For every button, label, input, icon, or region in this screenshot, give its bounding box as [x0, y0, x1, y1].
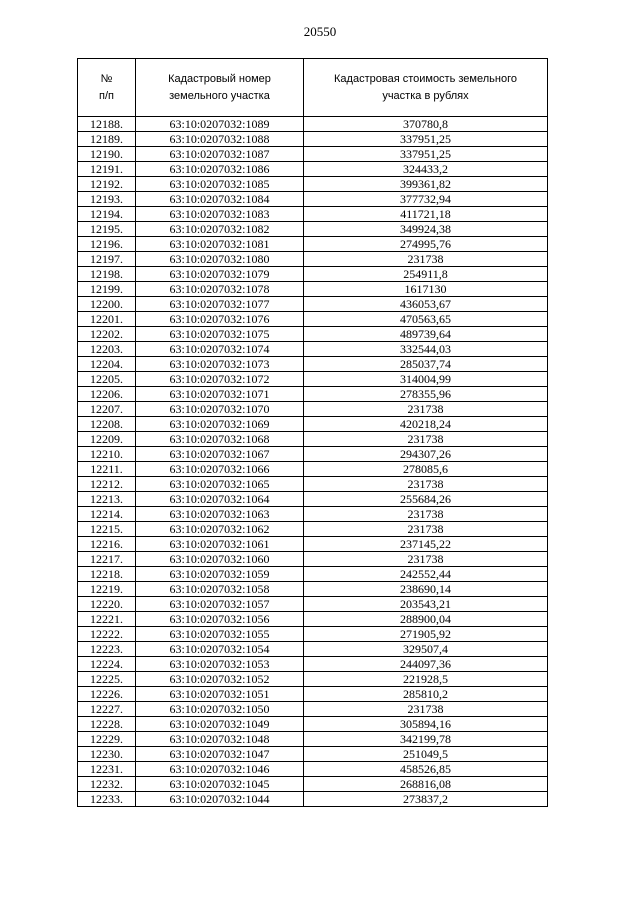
table-row [78, 447, 548, 462]
cadastral-value-cell: 285037,74 [304, 357, 548, 372]
table-row [78, 372, 548, 387]
table-row [78, 552, 548, 567]
row-number-cell: 12224. [78, 657, 136, 672]
cadastral-value-cell: 231738 [304, 702, 548, 717]
cadastral-value-cell: 332544,03 [304, 342, 548, 357]
cadastral-number-cell: 63:10:0207032:1055 [136, 627, 304, 642]
row-number-cell: 12227. [78, 702, 136, 717]
cadastral-number-cell: 63:10:0207032:1074 [136, 342, 304, 357]
table-row [78, 327, 548, 342]
cadastral-value-cell: 231738 [304, 252, 548, 267]
cadastral-number-cell: 63:10:0207032:1048 [136, 732, 304, 747]
cadastral-value-cell: 244097,36 [304, 657, 548, 672]
cadastral-value-cell: 458526,85 [304, 762, 548, 777]
header-cadastral-number-line-2: земельного участка [169, 89, 270, 102]
row-number-cell: 12207. [78, 402, 136, 417]
table-row [78, 462, 548, 477]
cadastral-number-cell: 63:10:0207032:1070 [136, 402, 304, 417]
cadastral-value-cell: 288900,04 [304, 612, 548, 627]
cadastral-value-cell: 329507,4 [304, 642, 548, 657]
row-number-cell: 12189. [78, 132, 136, 147]
row-number-cell: 12204. [78, 357, 136, 372]
table-row [78, 507, 548, 522]
cadastral-value-cell: 349924,38 [304, 222, 548, 237]
cadastral-value-cell: 237145,22 [304, 537, 548, 552]
row-number-cell: 12194. [78, 207, 136, 222]
row-number-cell: 12196. [78, 237, 136, 252]
header-row-number [78, 59, 136, 117]
row-number-cell: 12220. [78, 597, 136, 612]
row-number-cell: 12231. [78, 762, 136, 777]
row-number-cell: 12228. [78, 717, 136, 732]
table-row [78, 387, 548, 402]
table-row [78, 612, 548, 627]
table-row [78, 582, 548, 597]
table-row [78, 402, 548, 417]
cadastral-number-cell: 63:10:0207032:1063 [136, 507, 304, 522]
table-row [78, 597, 548, 612]
row-number-cell: 12201. [78, 312, 136, 327]
table-row [78, 627, 548, 642]
table-row [78, 177, 548, 192]
cadastral-value-cell: 1617130 [304, 282, 548, 297]
cadastral-number-cell: 63:10:0207032:1047 [136, 747, 304, 762]
cadastral-number-cell: 63:10:0207032:1081 [136, 237, 304, 252]
cadastral-number-cell: 63:10:0207032:1057 [136, 597, 304, 612]
cadastral-number-cell: 63:10:0207032:1051 [136, 687, 304, 702]
cadastral-number-cell: 63:10:0207032:1067 [136, 447, 304, 462]
table-row [78, 132, 548, 147]
header-cadastral-value [304, 59, 548, 117]
page-number: 20550 [303, 24, 337, 39]
cadastral-number-cell: 63:10:0207032:1050 [136, 702, 304, 717]
cadastral-number-cell: 63:10:0207032:1083 [136, 207, 304, 222]
cadastral-number-cell: 63:10:0207032:1076 [136, 312, 304, 327]
cadastral-value-cell: 294307,26 [304, 447, 548, 462]
row-number-cell: 12215. [78, 522, 136, 537]
row-number-cell: 12195. [78, 222, 136, 237]
table-body [78, 117, 548, 807]
table-row [78, 312, 548, 327]
cadastral-number-cell: 63:10:0207032:1079 [136, 267, 304, 282]
table-row [78, 492, 548, 507]
cadastral-value-cell: 420218,24 [304, 417, 548, 432]
cadastral-number-cell: 63:10:0207032:1072 [136, 372, 304, 387]
cadastral-value-cell: 274995,76 [304, 237, 548, 252]
cadastral-value-table [77, 58, 548, 807]
cadastral-number-cell: 63:10:0207032:1088 [136, 132, 304, 147]
table-row [78, 537, 548, 552]
cadastral-number-cell: 63:10:0207032:1045 [136, 777, 304, 792]
cadastral-value-cell: 278355,96 [304, 387, 548, 402]
table-row [78, 672, 548, 687]
table-row [78, 252, 548, 267]
row-number-cell: 12203. [78, 342, 136, 357]
row-number-cell: 12198. [78, 267, 136, 282]
table-row [78, 477, 548, 492]
row-number-cell: 12230. [78, 747, 136, 762]
header-cadastral-number [136, 59, 304, 117]
cadastral-value-cell: 231738 [304, 402, 548, 417]
row-number-cell: 12222. [78, 627, 136, 642]
table-row [78, 642, 548, 657]
cadastral-number-cell: 63:10:0207032:1080 [136, 252, 304, 267]
row-number-cell: 12202. [78, 327, 136, 342]
table-row [78, 207, 548, 222]
cadastral-value-cell: 231738 [304, 477, 548, 492]
cadastral-value-cell: 231738 [304, 522, 548, 537]
cadastral-number-cell: 63:10:0207032:1084 [136, 192, 304, 207]
cadastral-value-cell: 470563,65 [304, 312, 548, 327]
row-number-cell: 12223. [78, 642, 136, 657]
cadastral-value-cell: 251049,5 [304, 747, 548, 762]
cadastral-number-cell: 63:10:0207032:1077 [136, 297, 304, 312]
cadastral-number-cell: 63:10:0207032:1064 [136, 492, 304, 507]
table-row [78, 282, 548, 297]
cadastral-number-cell: 63:10:0207032:1053 [136, 657, 304, 672]
cadastral-value-cell: 242552,44 [304, 567, 548, 582]
row-number-cell: 12199. [78, 282, 136, 297]
table-row [78, 192, 548, 207]
row-number-cell: 12221. [78, 612, 136, 627]
table-row [78, 777, 548, 792]
row-number-cell: 12213. [78, 492, 136, 507]
cadastral-value-cell: 436053,67 [304, 297, 548, 312]
row-number-cell: 12218. [78, 567, 136, 582]
table-row [78, 567, 548, 582]
row-number-cell: 12225. [78, 672, 136, 687]
row-number-cell: 12212. [78, 477, 136, 492]
cadastral-value-cell: 273837,2 [304, 792, 548, 807]
cadastral-value-cell: 305894,16 [304, 717, 548, 732]
table-row [78, 687, 548, 702]
cadastral-number-cell: 63:10:0207032:1066 [136, 462, 304, 477]
row-number-cell: 12190. [78, 147, 136, 162]
table-row [78, 717, 548, 732]
cadastral-number-cell: 63:10:0207032:1060 [136, 552, 304, 567]
cadastral-value-cell: 411721,18 [304, 207, 548, 222]
table-row [78, 432, 548, 447]
row-number-cell: 12209. [78, 432, 136, 447]
cadastral-number-cell: 63:10:0207032:1061 [136, 537, 304, 552]
row-number-cell: 12219. [78, 582, 136, 597]
row-number-cell: 12229. [78, 732, 136, 747]
cadastral-number-cell: 63:10:0207032:1065 [136, 477, 304, 492]
cadastral-value-cell: 231738 [304, 552, 548, 567]
cadastral-number-cell: 63:10:0207032:1054 [136, 642, 304, 657]
table-row [78, 357, 548, 372]
cadastral-number-cell: 63:10:0207032:1089 [136, 117, 304, 132]
table-row [78, 222, 548, 237]
cadastral-value-cell: 231738 [304, 432, 548, 447]
cadastral-number-cell: 63:10:0207032:1052 [136, 672, 304, 687]
cadastral-number-cell: 63:10:0207032:1069 [136, 417, 304, 432]
row-number-cell: 12206. [78, 387, 136, 402]
row-number-cell: 12232. [78, 777, 136, 792]
cadastral-number-cell: 63:10:0207032:1058 [136, 582, 304, 597]
cadastral-value-cell: 285810,2 [304, 687, 548, 702]
row-number-cell: 12200. [78, 297, 136, 312]
cadastral-value-cell: 268816,08 [304, 777, 548, 792]
cadastral-number-cell: 63:10:0207032:1046 [136, 762, 304, 777]
row-number-cell: 12214. [78, 507, 136, 522]
table-row [78, 117, 548, 132]
cadastral-number-cell: 63:10:0207032:1059 [136, 567, 304, 582]
row-number-cell: 12233. [78, 792, 136, 807]
table-row [78, 702, 548, 717]
cadastral-number-cell: 63:10:0207032:1071 [136, 387, 304, 402]
cadastral-value-cell: 324433,2 [304, 162, 548, 177]
table-row [78, 342, 548, 357]
row-number-cell: 12197. [78, 252, 136, 267]
row-number-cell: 12205. [78, 372, 136, 387]
table-row [78, 162, 548, 177]
table-row [78, 297, 548, 312]
cadastral-number-cell: 63:10:0207032:1056 [136, 612, 304, 627]
table-row [78, 762, 548, 777]
cadastral-value-cell: 314004,99 [304, 372, 548, 387]
row-number-cell: 12216. [78, 537, 136, 552]
cadastral-number-cell: 63:10:0207032:1082 [136, 222, 304, 237]
row-number-cell: 12193. [78, 192, 136, 207]
cadastral-number-cell: 63:10:0207032:1078 [136, 282, 304, 297]
table-row [78, 267, 548, 282]
cadastral-number-cell: 63:10:0207032:1085 [136, 177, 304, 192]
header-row-number-line-2: п/п [99, 89, 114, 102]
cadastral-number-cell: 63:10:0207032:1062 [136, 522, 304, 537]
row-number-cell: 12211. [78, 462, 136, 477]
header-cadastral-value-line-1: Кадастровая стоимость земельного [334, 72, 517, 85]
row-number-cell: 12192. [78, 177, 136, 192]
header-row-number-line-1: № [100, 72, 113, 85]
cadastral-value-cell: 255684,26 [304, 492, 548, 507]
table-row [78, 747, 548, 762]
cadastral-value-cell: 337951,25 [304, 147, 548, 162]
cadastral-value-cell: 489739,64 [304, 327, 548, 342]
cadastral-value-cell: 254911,8 [304, 267, 548, 282]
cadastral-value-cell: 278085,6 [304, 462, 548, 477]
cadastral-value-cell: 238690,14 [304, 582, 548, 597]
row-number-cell: 12217. [78, 552, 136, 567]
cadastral-value-cell: 370780,8 [304, 117, 548, 132]
cadastral-number-cell: 63:10:0207032:1044 [136, 792, 304, 807]
row-number-cell: 12188. [78, 117, 136, 132]
cadastral-number-cell: 63:10:0207032:1087 [136, 147, 304, 162]
row-number-cell: 12191. [78, 162, 136, 177]
row-number-cell: 12208. [78, 417, 136, 432]
table-row [78, 732, 548, 747]
cadastral-value-cell: 377732,94 [304, 192, 548, 207]
cadastral-number-cell: 63:10:0207032:1086 [136, 162, 304, 177]
cadastral-value-cell: 399361,82 [304, 177, 548, 192]
cadastral-number-cell: 63:10:0207032:1068 [136, 432, 304, 447]
row-number-cell: 12210. [78, 447, 136, 462]
table-header-row [78, 59, 548, 117]
cadastral-number-cell: 63:10:0207032:1075 [136, 327, 304, 342]
cadastral-value-cell: 271905,92 [304, 627, 548, 642]
header-cadastral-number-line-1: Кадастровый номер [168, 72, 271, 85]
cadastral-value-cell: 203543,21 [304, 597, 548, 612]
table-row [78, 792, 548, 807]
table-row [78, 417, 548, 432]
cadastral-number-cell: 63:10:0207032:1049 [136, 717, 304, 732]
table-row [78, 657, 548, 672]
cadastral-number-cell: 63:10:0207032:1073 [136, 357, 304, 372]
row-number-cell: 12226. [78, 687, 136, 702]
cadastral-value-cell: 342199,78 [304, 732, 548, 747]
table-row [78, 522, 548, 537]
cadastral-value-cell: 221928,5 [304, 672, 548, 687]
cadastral-value-cell: 337951,25 [304, 132, 548, 147]
table-row [78, 237, 548, 252]
table-row [78, 147, 548, 162]
cadastral-value-cell: 231738 [304, 507, 548, 522]
header-cadastral-value-line-2: участка в рублях [382, 89, 469, 102]
